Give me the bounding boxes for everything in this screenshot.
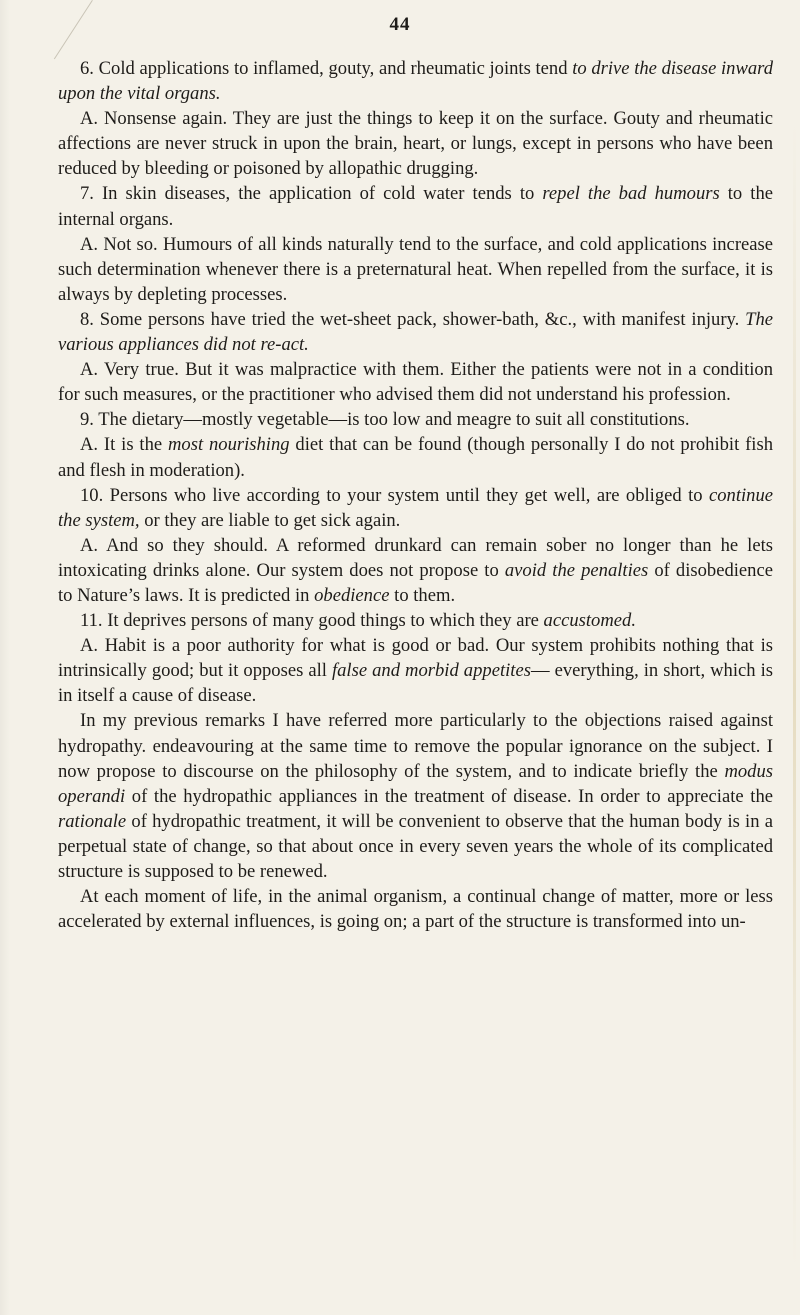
italic-text: continue the system, — [58, 484, 773, 531]
text-run: 8. Some persons have tried the wet-sheet pack, shower-bath, &c., with manifest injury. — [80, 308, 746, 330]
text-run: A. It is the — [80, 434, 168, 456]
text-run: A. Very true. But it was malpractice with them. Either the patients were not in a condition for such measures, or the practitioner who advised them did not understand his profession. — [58, 359, 773, 406]
italic-text: most nourishing — [168, 434, 290, 456]
italic-text: repel the bad humours — [542, 183, 720, 205]
text-run: In my previous remarks I have referred more particularly to the objections raised against hydropathy. endeavouring at the same time to remove the popular ignorance on the subject. I now propose to discourse on the philosophy of the system, and to indicate briefly the — [58, 710, 773, 782]
italic-text: The various appliances did not re-act. — [58, 308, 773, 356]
body-text — [58, 56, 773, 934]
text-run: diet that can be found (though personally I do not prohibit fish and flesh in moderation). — [58, 434, 773, 481]
paragraph — [58, 357, 773, 407]
text-run: A. And so they should. A reformed drunkard can remain sober no longer than he lets intoxicating drinks alone. Our system does not propose to — [58, 534, 773, 581]
paragraph — [58, 608, 773, 633]
page-number: 44 — [389, 14, 411, 35]
text-run: of hydropathic treatment, it will be convenient to observe that the human body is in a perpetual state of change, so that about once in every seven years the whole of its complicated structure is supposed to be renewed. — [58, 810, 773, 882]
italic-text: modus operandi — [58, 760, 773, 807]
paragraph — [58, 407, 773, 432]
text-run: At each moment of life, in the animal organism, a continual change of matter, more or less accelerated by external influences, is going on; a part of the structure is transformed into un- — [58, 886, 773, 933]
text-run: 10. Persons who live according to your system until they get well, are obliged to — [80, 484, 709, 506]
paragraph — [58, 181, 773, 231]
text-run: of disobedience to Nature’s laws. It is predicted in — [58, 559, 773, 606]
paragraph — [58, 633, 773, 708]
paragraph — [58, 533, 773, 608]
paragraph — [58, 307, 773, 357]
text-run: 7. In skin diseases, the application of cold water tends to — [80, 183, 543, 205]
italic-text: obedience — [314, 584, 390, 606]
paragraph — [58, 106, 773, 181]
paragraph — [58, 232, 773, 307]
text-run: 11. It deprives persons of many good things to which they are — [80, 610, 544, 632]
italic-text: accustomed. — [543, 610, 636, 632]
text-run: 6. Cold applications to inflamed, gouty, and rheumatic joints tend — [80, 58, 573, 79]
italic-text: false and morbid appetites — [331, 660, 531, 682]
text-run: 9. The dietary—mostly vegetable—is too low and meagre to suit all constitutions. — [80, 409, 690, 431]
text-run: A. Nonsense again. They are just the things to keep it on the surface. Gouty and rheumatic affections are never struck in upon the brain, heart, or lungs, except in persons who have been reduced by bleeding or poisoned by allopathic drugging. — [58, 108, 773, 180]
text-run: — everything, in short, which is in itself a cause of disease. — [58, 660, 774, 707]
page-shadow — [0, 0, 10, 1315]
paragraph — [58, 432, 773, 482]
text-run: to them. — [389, 584, 456, 606]
paragraph — [58, 56, 773, 106]
text-run: A. Habit is a poor authority for what is good or bad. Our system prohibits nothing that is intrinsically good; but it opposes all — [58, 635, 773, 682]
italic-text: to drive the disease inward upon the vital organs. — [58, 58, 773, 105]
italic-text: avoid the penalties — [504, 559, 649, 581]
text-run: of the hydropathic appliances in the treatment of disease. In order to appreciate the — [125, 785, 773, 807]
text-run: A. Not so. Humours of all kinds naturally tend to the surface, and cold applications increase such determination whenever there is a preternatural heat. When repelled from the surface, it is always by depleting processes. — [58, 233, 773, 305]
text-run: to the internal organs. — [58, 183, 773, 230]
text-run: or they are liable to get sick again. — [139, 509, 401, 531]
paragraph — [58, 884, 773, 934]
italic-text: rationale — [58, 810, 127, 832]
paragraph — [58, 708, 773, 884]
paragraph — [58, 483, 773, 533]
page-edge-stain — [793, 120, 796, 1270]
